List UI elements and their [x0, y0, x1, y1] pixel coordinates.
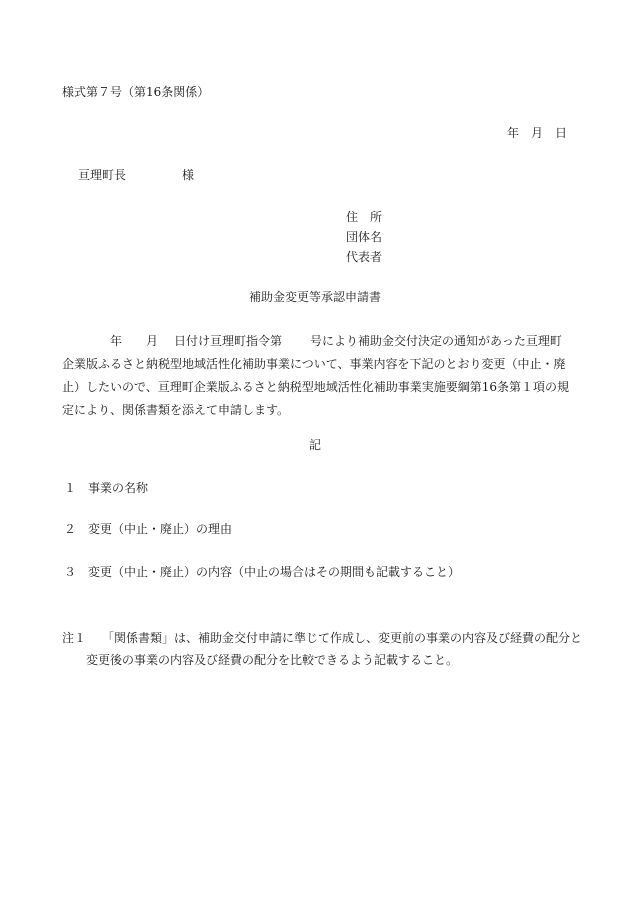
note-line-1	[62, 627, 583, 649]
form-number: 様式第７号（第16条関係）	[62, 85, 210, 99]
applicant-address-label: 住 所	[346, 210, 383, 224]
body-line1-end: 号により補助金交付決定の通知があった亘理町	[310, 334, 562, 348]
addressee-name: 亘理町長	[78, 168, 127, 182]
body-line-2: 企業版ふるさと納税型地域活性化補助事業について、事業内容を下記のとおり変更（中止・廃	[62, 357, 566, 371]
list-item	[64, 521, 232, 537]
date-line: 年 月 日	[506, 126, 567, 140]
list-item-text: 変更（中止・廃止）の内容（中止の場合はその期間も記載すること）	[88, 565, 461, 579]
list-item-text: 事業の名称	[88, 481, 149, 495]
list-item-number: １	[64, 481, 77, 495]
body-line-4: 定により、関係書類を添えて申請します。	[62, 403, 290, 417]
body-year: 年	[110, 334, 123, 348]
applicant-rep-label: 代表者	[346, 250, 383, 264]
list-item	[64, 564, 460, 580]
body-paragraph	[62, 330, 570, 422]
list-item-number: ３	[64, 565, 77, 579]
ki-heading: 記	[308, 438, 321, 452]
body-month: 月	[146, 334, 159, 348]
addressee	[78, 167, 194, 183]
addressee-honorific: 様	[182, 168, 195, 182]
note-line-2: 変更後の事業の内容及び経費の配分を比較できるよう記載すること。	[86, 653, 459, 667]
body-line-1	[62, 330, 570, 353]
list-item	[64, 480, 148, 496]
applicant-org-label: 団体名	[346, 230, 383, 244]
list-item-number: ２	[64, 522, 77, 536]
note-block	[62, 627, 583, 671]
note-label: 注１	[62, 631, 87, 645]
note-line1-text: 「関係書類」は、補助金交付申請に準じて作成し、変更前の事業の内容及び経費の配分と	[102, 631, 583, 645]
document-title: 補助金変更等承認申請書	[248, 290, 381, 304]
list-item-text: 変更（中止・廃止）の理由	[88, 522, 233, 536]
applicant-block	[346, 207, 382, 267]
body-line1-mid: 日付け亘理町指令第	[174, 334, 283, 348]
body-line-3: 止）したいので、亘理町企業版ふるさと納税型地域活性化補助事業実施要綱第16条第１項の規	[62, 380, 570, 394]
